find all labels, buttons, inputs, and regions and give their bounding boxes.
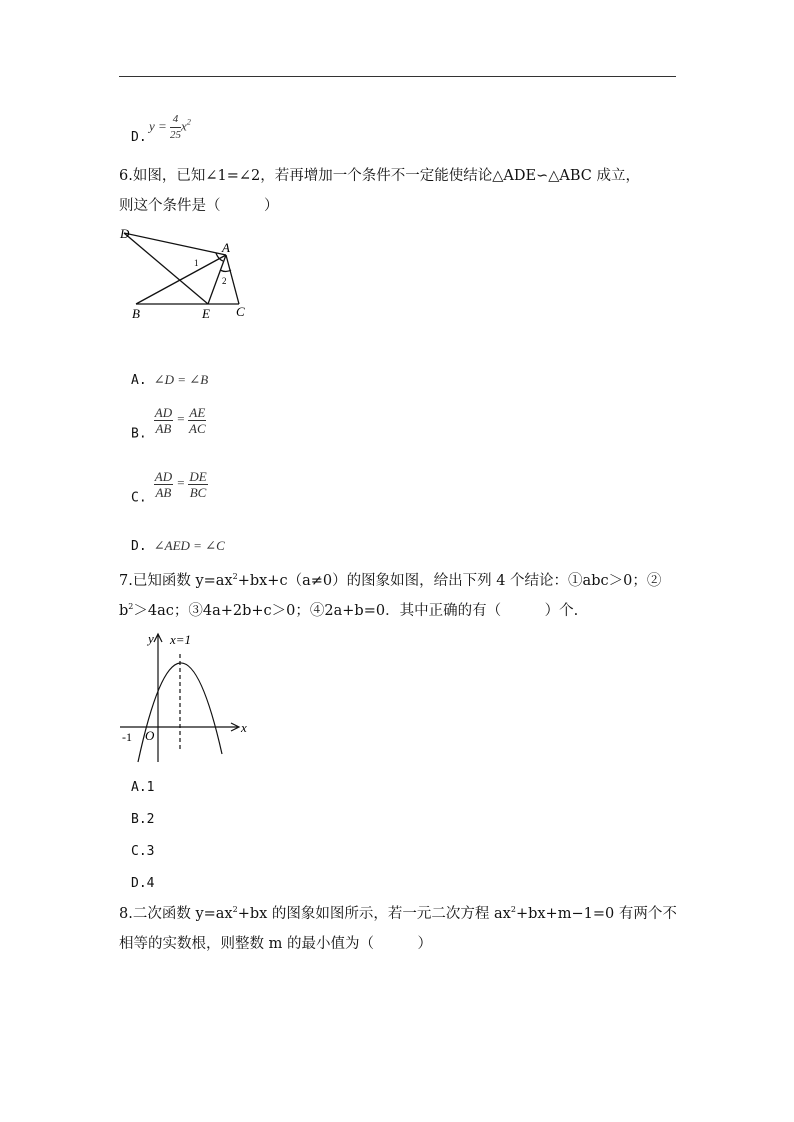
header-rule [119,76,676,77]
angle-2-label: 2 [222,276,227,286]
q7-option-d: D.4 [131,876,155,891]
q6-option-a [131,369,208,388]
q6-line-2: 则这个条件是（ ） [119,198,279,214]
q7-line-1: 7.已知函数 $y=ax^2+bx+c(a\ne 0)$的图象如图，给出下列 4 个结论：①abc＞0；② [119,572,662,589]
angle-1-label: 1 [194,258,199,268]
option-label: D. [131,539,147,554]
q6-option-d [131,535,225,554]
point-b-label: B [132,306,140,321]
q7-line-2: $b^2>4ac$；③4a+2b+c＞0；④2a+b=0．其中正确的有（ ）个. [119,602,579,619]
option-expr: $\frac{AD}{AB}$ = $\frac{AE}{AC}$ [154,405,206,436]
q6-line-1: 6.如图，已知∠1=∠2，若再增加一个条件不一定能使结论△ADE∽△ABC 成立， [119,168,640,184]
y-axis-label: y [148,631,154,646]
q6-option-c [131,469,208,505]
option-expr: ∠AED = ∠C [153,538,225,553]
minus-one-label: -1 [122,730,132,744]
x-axis-label: x [241,720,247,735]
point-e-label: E [202,306,210,321]
option-label: A. [131,373,147,388]
formula: y = $\frac{4}{25}$ $x^2$ [149,113,191,141]
q8-line-1: 8.二次函数 $y=ax^2+bx$ 的图象如图所示，若一元二次方程 $ax^2+bx+m-1=0$ 有两个不 [119,905,677,922]
option-label: D. [131,130,147,145]
q7-parabola-figure [114,628,254,766]
fraction: $\frac{4}{25}$ [170,113,182,141]
option-label: C. [131,490,147,506]
q6-triangle-figure [114,222,264,322]
point-d-label: D [120,226,130,241]
axis-of-symmetry-label: x=1 [170,632,192,647]
q6-option-b [131,405,206,441]
origin-label: O [145,728,155,743]
option-expr: ∠D = ∠B [153,372,209,387]
q7-option-c: C.3 [131,844,155,859]
q7-option-b: B.2 [131,812,155,827]
q8-line-2: 相等的实数根，则整数 m 的最小值为（ ） [119,936,432,952]
point-c-label: C [236,304,245,319]
option-expr: $\frac{AD}{AB}$ = $\frac{DE}{BC}$ [154,469,207,500]
option-label: B. [131,426,147,442]
point-a-label: A [222,240,230,255]
q7-option-a: A.1 [131,780,155,795]
